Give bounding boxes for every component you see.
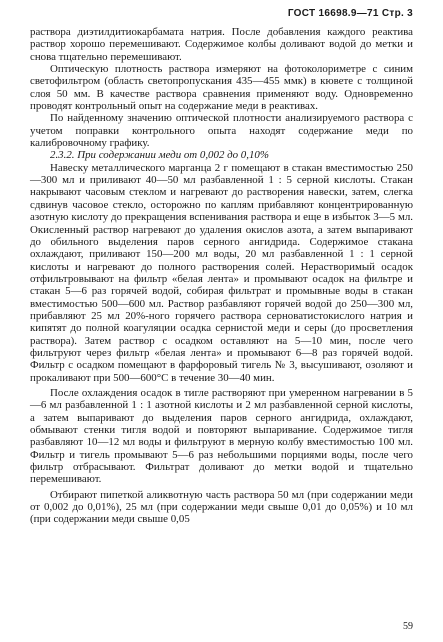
paragraph-optical-density: Оптическую плотность раствора измеряют на фотоколориметре с синим светофильтром (область светопропускания 435—455 ммк) в кювете с толщиной слоя 50 мм. В качестве раствора сравнения применяют воду. Одновременно проводят контрольный опыт на содержание меди в реактивах.	[30, 63, 413, 113]
paragraph-procedure: Навеску металлического марганца 2 г помещают в стакан вместимостью 250—300 мл и приливают 40—50 мл разбавленной 1 : 5 серной кислоты. Стакан накрывают часовым стеклом и нагревают до растворения навески, затем, слегка сдвинув часовое стекло, осторожно по каплям прибавляют концентрированную азотную кислоту до прекращения вспенивания раствора и еще в избыток 3—5 мл. Окисленный раствор нагревают до удаления окислов азота, а затем выпаривают до обильного выделения паров серного ангидрида. Содержимое стакана охлаждают, приливают 150—200 мл воды, 20 мл разбавленной 1 : 1 серной кислоты и нагревают до полного растворения солей. Нерастворимый осадок отфильтровывают на фильтр «белая лента» и промывают осадок на фильтре и стакан 5—6 раз горячей водой, собирая фильтрат и промывные воды в стакан вместимостью 500—600 мл. Раствор разбавляют горячей водой до 250—300 мл, прибавляют 25 мл 20%-ного горячего раствора серноватистокислого натрия и кипятят до полной коагуляции осадка сернистой меди и серы (до просветления раствора). Затем раствор с осадком оставляют на 5—10 мин, после чего фильтруют через фильтр «белая лента» и промывают 6—8 раз горячей водой. Фильтр с осадком помещают в фарфоровый тигель № 3, высушивают, озоляют и прокаливают при 500—600°С в течение 30—40 мин.	[30, 161, 413, 384]
paragraph-cooling: После охлаждения осадок в тигле растворяют при умеренном нагревании в 5—6 мл разбавленной 1 : 1 азотной кислоты и 2 мл разбавленной серной кислоты, а затем выпаривают до выделения паров серного ангидрида, охлаждают, обмывают стенки тигля водой и повторяют выпаривание. Содержимое тигля разбавляют 10—12 мл воды и фильтруют в мерную колбу вместимостью 100 мл. Фильтр и тигель промывают 5—6 раз небольшими порциями воды, после чего фильтр отбрасывают. Фильтрат доливают до метки водой и тщательно перемешивают.	[30, 386, 413, 486]
paragraph-calibration: По найденному значению оптической плотности анализируемого раствора с учетом поправки контрольного опыта находят содержание меди по калибровочному графику.	[30, 112, 413, 150]
page-header-standard: ГОСТ 16698.9—71 Стр. 3	[287, 8, 413, 19]
paragraph-aliquot: Отбирают пипеткой аликвотную часть раствора 50 мл (при содержании меди от 0,002 до 0,01%), 25 мл (при содержании меди свыше 0,01 до 0,05%) и 10 мл (при содержании меди свыше 0,05	[30, 488, 413, 526]
page-number: 59	[403, 621, 413, 632]
document-body	[30, 26, 413, 526]
section-heading-2-3-2: 2.3.2. При содержании меди от 0,002 до 0,10%	[50, 149, 269, 162]
paragraph-continuation: раствора диэтилдитиокарбамата натрия. После добавления каждого реактива раствор хорошо перемешивают. Содержимое колбы доливают водой до метки и снова тщательно перемешивают.	[30, 26, 413, 63]
